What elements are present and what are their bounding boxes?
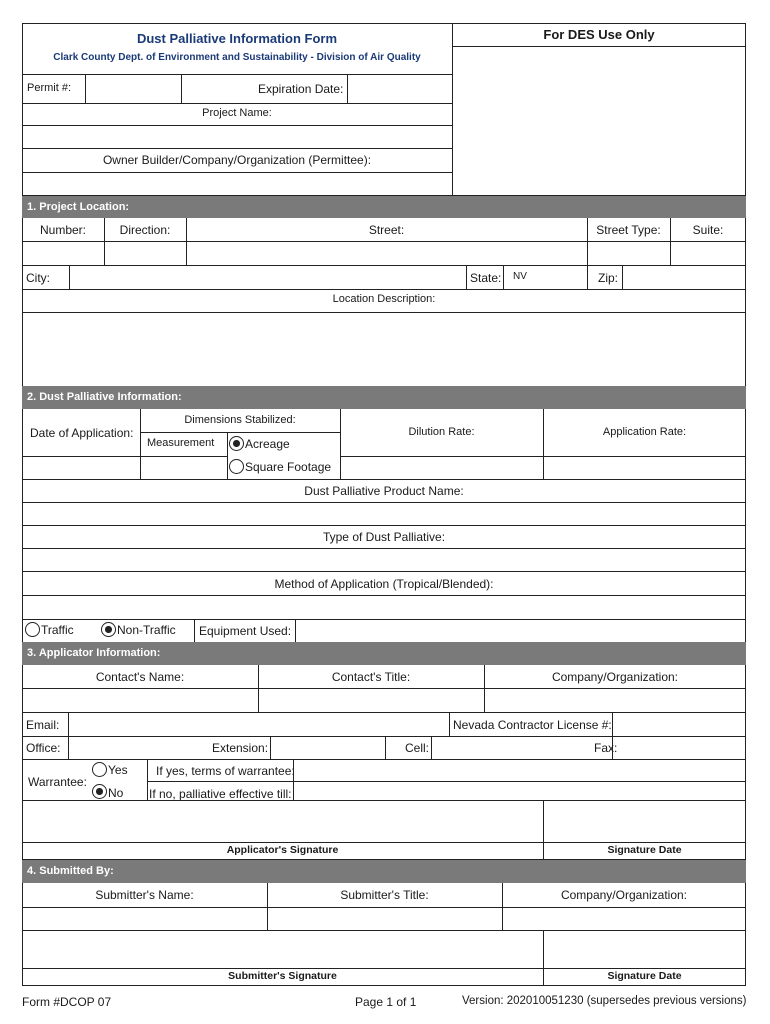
suite-label: Suite: xyxy=(692,223,724,237)
type-of-palliative-input[interactable] xyxy=(23,549,745,571)
acreage-label: Acreage xyxy=(245,437,290,451)
col-line xyxy=(466,265,467,289)
dilution-rate-input[interactable] xyxy=(341,457,543,479)
measurement-input[interactable] xyxy=(141,457,227,479)
submitter-name-label: Submitter's Name: xyxy=(95,888,194,902)
non-traffic-radio[interactable] xyxy=(101,622,116,637)
extension-label: Extension: xyxy=(212,741,269,755)
date-of-application-input[interactable] xyxy=(23,457,140,479)
col-line xyxy=(194,619,195,642)
section3-heading: 3. Applicator Information: xyxy=(22,642,746,665)
submitter-company-label: Company/Organization: xyxy=(560,888,688,902)
application-rate-label: Application Rate: xyxy=(602,426,687,438)
submitter-title-label: Submitter's Title: xyxy=(340,888,429,902)
direction-input[interactable] xyxy=(105,242,186,265)
number-label: Number: xyxy=(39,223,86,237)
email-input[interactable] xyxy=(69,713,449,736)
permit-label: Permit #: xyxy=(27,82,72,94)
city-input[interactable] xyxy=(70,266,466,289)
office-label: Office: xyxy=(26,741,61,755)
col-line xyxy=(227,432,228,479)
type-of-palliative-label: Type of Dust Palliative: xyxy=(322,530,446,544)
square-footage-radio[interactable] xyxy=(229,459,244,474)
des-divider xyxy=(452,23,453,196)
zip-label: Zip: xyxy=(598,271,619,285)
dimensions-label: Dimensions Stabilized: xyxy=(184,414,296,426)
product-name-input[interactable] xyxy=(23,503,745,525)
cell-input[interactable] xyxy=(432,737,565,759)
section1-heading: 1. Project Location: xyxy=(22,196,746,218)
license-input[interactable] xyxy=(613,713,745,736)
effective-till-input[interactable] xyxy=(294,782,745,800)
col-line xyxy=(147,759,148,800)
applicator-signature-date-box[interactable] xyxy=(543,800,746,842)
street-type-label: Street Type: xyxy=(596,223,661,237)
row-line xyxy=(22,103,452,104)
state-input[interactable]: NV xyxy=(513,271,527,282)
non-traffic-label: Non-Traffic xyxy=(117,623,176,637)
date-of-application-label: Date of Application: xyxy=(30,426,134,440)
submitter-company-input[interactable] xyxy=(503,908,745,930)
street-type-input[interactable] xyxy=(588,242,670,265)
equipment-used-label: Equipment Used: xyxy=(199,624,292,638)
version-info: Version: 202010051230 (supersedes previous versions) xyxy=(462,995,747,1007)
fax-label: Fax: xyxy=(594,741,618,755)
contact-title-input[interactable] xyxy=(259,689,484,712)
applicator-signature-label: Applicator's Signature xyxy=(226,844,339,856)
submitter-signature-date-box[interactable] xyxy=(543,931,746,968)
applicator-company-label: Company/Organization: xyxy=(551,670,679,684)
fax-input[interactable] xyxy=(613,737,745,759)
form-subtitle: Clark County Dept. of Environment and Sustainability - Division of Air Quality xyxy=(53,52,421,63)
acreage-radio[interactable] xyxy=(229,436,244,451)
col-line xyxy=(503,265,504,289)
warrantee-no-label: No xyxy=(108,786,124,800)
dilution-rate-label: Dilution Rate: xyxy=(408,426,475,438)
contact-name-label: Contact's Name: xyxy=(95,670,185,684)
street-input[interactable] xyxy=(187,242,587,265)
applicator-signature-date-label: Signature Date xyxy=(607,844,682,856)
location-description-label: Location Description: xyxy=(332,293,436,305)
license-label: Nevada Contractor License #: xyxy=(453,718,612,732)
row-line xyxy=(22,525,746,526)
state-label: State: xyxy=(470,271,502,285)
contact-title-label: Contact's Title: xyxy=(331,670,411,684)
submitter-signature-date-label: Signature Date xyxy=(607,970,682,982)
application-rate-input[interactable] xyxy=(544,457,745,479)
applicator-signature-box[interactable] xyxy=(22,800,544,842)
project-name-label: Project Name: xyxy=(202,107,272,119)
warrantee-yes-label: Yes xyxy=(108,763,128,777)
direction-label: Direction: xyxy=(119,223,171,237)
col-line xyxy=(449,712,450,736)
section4-heading: 4. Submitted By: xyxy=(22,860,746,883)
row-line xyxy=(140,432,340,433)
owner-input[interactable] xyxy=(22,172,452,196)
equipment-used-input[interactable] xyxy=(296,620,745,642)
square-footage-label: Square Footage xyxy=(245,460,332,474)
permit-input[interactable] xyxy=(85,74,182,103)
measurement-label: Measurement xyxy=(147,437,215,449)
city-label: City: xyxy=(26,271,50,285)
product-name-label: Dust Palliative Product Name: xyxy=(304,484,464,498)
col-line xyxy=(385,736,386,759)
submitter-signature-box[interactable] xyxy=(22,931,544,968)
submitter-name-input[interactable] xyxy=(23,908,267,930)
des-underline xyxy=(452,46,746,47)
effective-till-label: If no, palliative effective till: xyxy=(149,787,292,801)
warrantee-terms-input[interactable] xyxy=(294,760,745,781)
section2-heading: 2. Dust Palliative Information: xyxy=(22,386,746,409)
traffic-label: Traffic xyxy=(41,623,74,637)
warrantee-no-radio[interactable] xyxy=(92,784,107,799)
extension-input[interactable] xyxy=(271,737,385,759)
submitter-signature-label: Submitter's Signature xyxy=(228,970,337,982)
traffic-radio[interactable] xyxy=(25,622,40,637)
expiration-input[interactable] xyxy=(347,74,452,103)
street-label: Street: xyxy=(368,223,405,237)
zip-input[interactable] xyxy=(623,266,745,289)
warrantee-yes-radio[interactable] xyxy=(92,762,107,777)
method-of-application-label: Method of Application (Tropical/Blended): xyxy=(274,577,494,591)
contact-name-input[interactable] xyxy=(23,689,258,712)
row-line xyxy=(22,571,746,572)
method-of-application-input[interactable] xyxy=(23,596,745,619)
submitter-title-input[interactable] xyxy=(268,908,502,930)
location-description-input[interactable] xyxy=(23,313,745,386)
owner-label: Owner Builder/Company/Organization (Permittee): xyxy=(102,153,372,167)
suite-input[interactable] xyxy=(671,242,745,265)
col-line xyxy=(587,265,588,289)
row-line xyxy=(22,479,746,480)
email-label: Email: xyxy=(26,718,60,732)
project-name-input[interactable] xyxy=(22,125,452,149)
warrantee-label: Warrantee: xyxy=(28,775,87,789)
form-title: Dust Palliative Information Form xyxy=(136,31,338,46)
form-number: Form #DCOP 07 xyxy=(22,995,112,1009)
row-line xyxy=(22,289,746,290)
number-input[interactable] xyxy=(23,242,104,265)
warrantee-terms-label: If yes, terms of warrantee: xyxy=(156,764,295,778)
applicator-company-input[interactable] xyxy=(485,689,745,712)
cell-label: Cell: xyxy=(405,741,430,755)
page-number: Page 1 of 1 xyxy=(355,995,417,1009)
expiration-label: Expiration Date: xyxy=(258,82,344,96)
office-input[interactable] xyxy=(69,737,205,759)
des-use-only-label: For DES Use Only xyxy=(543,27,655,42)
